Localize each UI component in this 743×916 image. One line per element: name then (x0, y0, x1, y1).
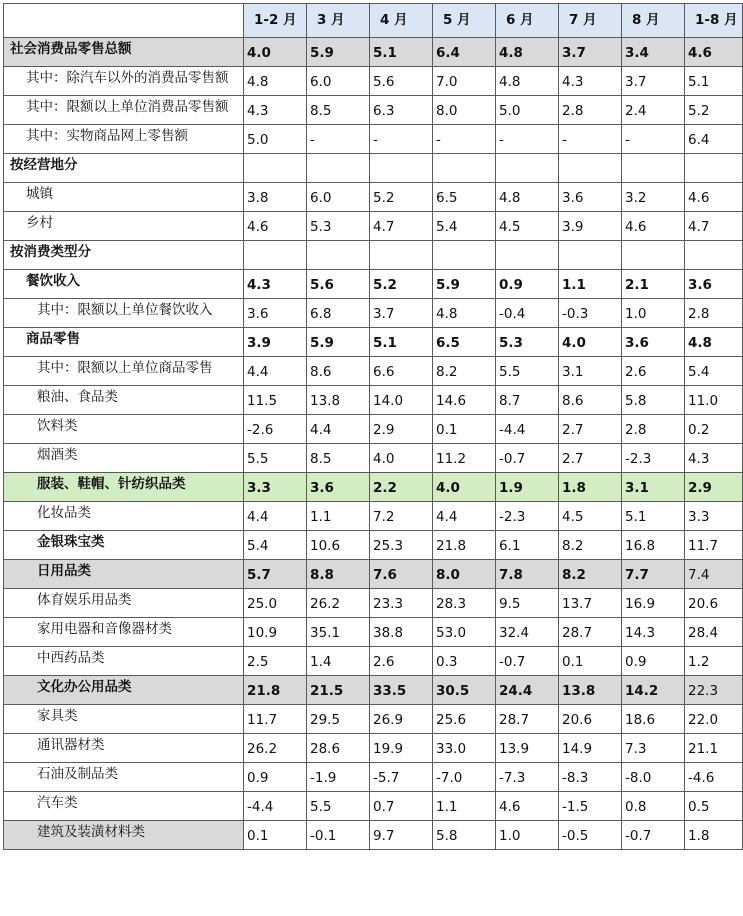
value-cell: -0.4 (496, 299, 559, 328)
value-cell: -0.5 (559, 821, 622, 850)
value-cell: 6.5 (433, 328, 496, 357)
value-cell: 5.6 (307, 270, 370, 299)
value-cell: 1.0 (622, 299, 685, 328)
table-row (4, 212, 743, 241)
row-label: 乡村 (4, 212, 244, 241)
value-cell: -8.0 (622, 763, 685, 792)
value-cell: 21.8 (244, 676, 307, 705)
value-cell: 8.5 (307, 96, 370, 125)
table-row (4, 328, 743, 357)
value-cell: 3.9 (244, 328, 307, 357)
value-cell: 4.6 (685, 183, 743, 212)
value-cell: 8.7 (496, 386, 559, 415)
value-cell: 8.2 (559, 531, 622, 560)
value-cell: 5.4 (685, 357, 743, 386)
value-cell: 3.2 (622, 183, 685, 212)
value-cell: 11.7 (685, 531, 743, 560)
row-label: 其中：限额以上单位餐饮收入 (4, 299, 244, 328)
value-cell: -0.1 (307, 821, 370, 850)
value-cell: 3.9 (559, 212, 622, 241)
value-cell: 7.8 (496, 560, 559, 589)
table-body (4, 38, 743, 850)
value-cell: 9.5 (496, 589, 559, 618)
value-cell: 4.8 (244, 67, 307, 96)
value-cell: 5.8 (622, 386, 685, 415)
value-cell: -7.0 (433, 763, 496, 792)
value-cell: 6.4 (685, 125, 743, 154)
value-cell: -8.3 (559, 763, 622, 792)
value-cell: 0.7 (370, 792, 433, 821)
value-cell: 3.1 (622, 473, 685, 502)
value-cell: -4.6 (685, 763, 743, 792)
value-cell: -0.3 (559, 299, 622, 328)
table-row (4, 357, 743, 386)
value-cell: 13.7 (559, 589, 622, 618)
value-cell: 53.0 (433, 618, 496, 647)
value-cell: 5.2 (370, 183, 433, 212)
value-cell: 0.1 (559, 647, 622, 676)
value-cell: - (307, 125, 370, 154)
value-cell: 1.4 (307, 647, 370, 676)
value-cell: - (622, 125, 685, 154)
value-cell: 4.0 (370, 444, 433, 473)
value-cell: 1.1 (307, 502, 370, 531)
value-cell: 1.8 (559, 473, 622, 502)
value-cell: 4.4 (433, 502, 496, 531)
value-cell: 28.4 (685, 618, 743, 647)
value-cell: 14.6 (433, 386, 496, 415)
value-cell: 4.5 (559, 502, 622, 531)
row-label: 烟酒类 (4, 444, 244, 473)
table-row (4, 386, 743, 415)
row-label: 汽车类 (4, 792, 244, 821)
value-cell: 0.3 (433, 647, 496, 676)
value-cell: 5.0 (496, 96, 559, 125)
value-cell: 0.8 (622, 792, 685, 821)
value-cell: 3.7 (622, 67, 685, 96)
table-row (4, 531, 743, 560)
value-cell: 35.1 (307, 618, 370, 647)
value-cell: 23.3 (370, 589, 433, 618)
value-cell: 0.9 (622, 647, 685, 676)
table-row (4, 821, 743, 850)
row-label: 通讯器材类 (4, 734, 244, 763)
value-cell: -4.4 (244, 792, 307, 821)
value-cell: 2.9 (685, 473, 743, 502)
value-cell: 13.8 (559, 676, 622, 705)
value-cell: 4.6 (496, 792, 559, 821)
value-cell: 13.8 (307, 386, 370, 415)
value-cell (433, 154, 496, 183)
row-label: 家具类 (4, 705, 244, 734)
value-cell: 20.6 (559, 705, 622, 734)
value-cell: 1.1 (559, 270, 622, 299)
value-cell: -1.9 (307, 763, 370, 792)
value-cell (307, 241, 370, 270)
row-label: 服装、鞋帽、针纺织品类 (4, 473, 244, 502)
value-cell: 2.1 (622, 270, 685, 299)
value-cell: 1.1 (433, 792, 496, 821)
value-cell: -1.5 (559, 792, 622, 821)
value-cell: 25.6 (433, 705, 496, 734)
row-label: 日用品类 (4, 560, 244, 589)
value-cell: 5.7 (244, 560, 307, 589)
value-cell: 26.9 (370, 705, 433, 734)
table-row (4, 705, 743, 734)
value-cell: 1.8 (685, 821, 743, 850)
table-row (4, 647, 743, 676)
row-label: 按消费类型分 (4, 241, 244, 270)
value-cell: 28.7 (559, 618, 622, 647)
value-cell: 3.3 (244, 473, 307, 502)
table-header-row (4, 4, 743, 38)
value-cell: 3.6 (685, 270, 743, 299)
value-cell: 11.2 (433, 444, 496, 473)
value-cell: 4.4 (244, 502, 307, 531)
row-label: 饮料类 (4, 415, 244, 444)
table-row (4, 560, 743, 589)
value-cell: 10.6 (307, 531, 370, 560)
value-cell: 28.3 (433, 589, 496, 618)
value-cell: 3.4 (622, 38, 685, 67)
value-cell: 6.3 (370, 96, 433, 125)
table-row (4, 415, 743, 444)
value-cell: 2.9 (370, 415, 433, 444)
value-cell: 3.7 (559, 38, 622, 67)
value-cell: - (433, 125, 496, 154)
table-row (4, 734, 743, 763)
value-cell: -2.3 (622, 444, 685, 473)
value-cell: 10.9 (244, 618, 307, 647)
value-cell: 21.8 (433, 531, 496, 560)
value-cell: -0.7 (622, 821, 685, 850)
value-cell (244, 154, 307, 183)
value-cell: 5.2 (370, 270, 433, 299)
value-cell: 3.7 (370, 299, 433, 328)
value-cell: 0.2 (685, 415, 743, 444)
value-cell: 6.0 (307, 183, 370, 212)
value-cell: 2.6 (622, 357, 685, 386)
value-cell: 8.0 (433, 96, 496, 125)
value-cell: 5.9 (307, 328, 370, 357)
row-label: 石油及制品类 (4, 763, 244, 792)
value-cell: 4.8 (433, 299, 496, 328)
value-cell: -2.6 (244, 415, 307, 444)
value-cell: 7.3 (622, 734, 685, 763)
value-cell: 4.6 (685, 38, 743, 67)
value-cell (496, 154, 559, 183)
value-cell: - (559, 125, 622, 154)
value-cell: 6.6 (370, 357, 433, 386)
table-row (4, 676, 743, 705)
value-cell: 2.6 (370, 647, 433, 676)
value-cell: -2.3 (496, 502, 559, 531)
value-cell: 5.3 (496, 328, 559, 357)
value-cell: 28.7 (496, 705, 559, 734)
value-cell: - (370, 125, 433, 154)
value-cell: 3.6 (307, 473, 370, 502)
value-cell: 7.7 (622, 560, 685, 589)
table-row (4, 270, 743, 299)
value-cell: 38.8 (370, 618, 433, 647)
value-cell: 3.6 (244, 299, 307, 328)
row-label: 其中：除汽车以外的消费品零售额 (4, 67, 244, 96)
row-label: 文化办公用品类 (4, 676, 244, 705)
value-cell: 5.1 (622, 502, 685, 531)
table-row (4, 589, 743, 618)
value-cell: 4.8 (685, 328, 743, 357)
value-cell: 2.8 (559, 96, 622, 125)
value-cell: 5.5 (496, 357, 559, 386)
row-label: 体育娱乐用品类 (4, 589, 244, 618)
value-cell: 6.8 (307, 299, 370, 328)
value-cell: 4.7 (685, 212, 743, 241)
value-cell: 5.8 (433, 821, 496, 850)
value-cell: 7.6 (370, 560, 433, 589)
row-label: 社会消费品零售总额 (4, 38, 244, 67)
row-label: 家用电器和音像器材类 (4, 618, 244, 647)
value-cell: 26.2 (244, 734, 307, 763)
value-cell: 4.3 (244, 96, 307, 125)
value-cell: 26.2 (307, 589, 370, 618)
value-cell: 2.8 (685, 299, 743, 328)
value-cell: 6.1 (496, 531, 559, 560)
value-cell: 33.5 (370, 676, 433, 705)
value-cell (370, 241, 433, 270)
table-row (4, 792, 743, 821)
value-cell: 5.1 (370, 38, 433, 67)
row-label: 中西药品类 (4, 647, 244, 676)
column-header: 6 月 (496, 4, 559, 38)
value-cell: 5.6 (370, 67, 433, 96)
column-header: 8 月 (622, 4, 685, 38)
column-header: 3 月 (307, 4, 370, 38)
row-label: 金银珠宝类 (4, 531, 244, 560)
value-cell: 5.9 (433, 270, 496, 299)
row-label: 商品零售 (4, 328, 244, 357)
table-row (4, 241, 743, 270)
value-cell: 5.0 (244, 125, 307, 154)
row-label: 城镇 (4, 183, 244, 212)
value-cell: 0.5 (685, 792, 743, 821)
value-cell: 7.0 (433, 67, 496, 96)
row-label: 餐饮收入 (4, 270, 244, 299)
table-row (4, 183, 743, 212)
retail-sales-table (3, 3, 743, 850)
value-cell: 0.9 (496, 270, 559, 299)
table-row (4, 96, 743, 125)
table-row (4, 763, 743, 792)
value-cell: 4.0 (559, 328, 622, 357)
value-cell: 9.7 (370, 821, 433, 850)
value-cell: 1.2 (685, 647, 743, 676)
table-row (4, 473, 743, 502)
value-cell: 14.9 (559, 734, 622, 763)
column-header: 4 月 (370, 4, 433, 38)
value-cell: -5.7 (370, 763, 433, 792)
row-label: 其中：限额以上单位商品零售 (4, 357, 244, 386)
table-row (4, 502, 743, 531)
value-cell: 4.8 (496, 38, 559, 67)
value-cell (244, 241, 307, 270)
value-cell: 4.4 (307, 415, 370, 444)
row-label: 其中：限额以上单位消费品零售额 (4, 96, 244, 125)
value-cell: 3.1 (559, 357, 622, 386)
value-cell: 21.1 (685, 734, 743, 763)
value-cell: 16.8 (622, 531, 685, 560)
header-blank-cell (4, 4, 244, 38)
value-cell: 3.3 (685, 502, 743, 531)
value-cell: 3.8 (244, 183, 307, 212)
value-cell: 8.6 (307, 357, 370, 386)
value-cell: 5.1 (370, 328, 433, 357)
value-cell (370, 154, 433, 183)
value-cell: 13.9 (496, 734, 559, 763)
value-cell: -4.4 (496, 415, 559, 444)
value-cell: 21.5 (307, 676, 370, 705)
value-cell: 4.7 (370, 212, 433, 241)
value-cell: 33.0 (433, 734, 496, 763)
table-row (4, 154, 743, 183)
value-cell: 7.4 (685, 560, 743, 589)
value-cell: -0.7 (496, 444, 559, 473)
value-cell: 5.9 (307, 38, 370, 67)
column-header: 1-8 月 (685, 4, 743, 38)
value-cell: 2.5 (244, 647, 307, 676)
value-cell (622, 154, 685, 183)
value-cell: 16.9 (622, 589, 685, 618)
value-cell: 8.0 (433, 560, 496, 589)
value-cell: 3.6 (559, 183, 622, 212)
value-cell: 2.2 (370, 473, 433, 502)
value-cell: 11.7 (244, 705, 307, 734)
row-label: 粮油、食品类 (4, 386, 244, 415)
value-cell (622, 241, 685, 270)
table-row (4, 125, 743, 154)
value-cell (433, 241, 496, 270)
value-cell: 6.0 (307, 67, 370, 96)
column-header: 7 月 (559, 4, 622, 38)
value-cell: 25.3 (370, 531, 433, 560)
value-cell: 19.9 (370, 734, 433, 763)
value-cell: -0.7 (496, 647, 559, 676)
value-cell: 25.0 (244, 589, 307, 618)
value-cell: 14.0 (370, 386, 433, 415)
value-cell: 2.7 (559, 444, 622, 473)
value-cell: 29.5 (307, 705, 370, 734)
table-row (4, 299, 743, 328)
value-cell: 14.2 (622, 676, 685, 705)
value-cell (559, 154, 622, 183)
value-cell: 0.1 (433, 415, 496, 444)
value-cell: 8.2 (559, 560, 622, 589)
value-cell: 18.6 (622, 705, 685, 734)
column-header: 1-2 月 (244, 4, 307, 38)
value-cell: 22.3 (685, 676, 743, 705)
value-cell (559, 241, 622, 270)
value-cell: 3.6 (622, 328, 685, 357)
table-row (4, 444, 743, 473)
value-cell: 4.8 (496, 183, 559, 212)
value-cell: 24.4 (496, 676, 559, 705)
value-cell: 11.5 (244, 386, 307, 415)
value-cell (307, 154, 370, 183)
value-cell: 30.5 (433, 676, 496, 705)
value-cell: 14.3 (622, 618, 685, 647)
value-cell: 5.3 (307, 212, 370, 241)
value-cell: 5.5 (307, 792, 370, 821)
column-header: 5 月 (433, 4, 496, 38)
table-row (4, 67, 743, 96)
value-cell: 4.3 (559, 67, 622, 96)
value-cell: 4.6 (622, 212, 685, 241)
value-cell: 4.6 (244, 212, 307, 241)
value-cell: 5.4 (244, 531, 307, 560)
value-cell (685, 241, 743, 270)
value-cell: 1.0 (496, 821, 559, 850)
value-cell: -7.3 (496, 763, 559, 792)
table-row (4, 38, 743, 67)
value-cell: 11.0 (685, 386, 743, 415)
value-cell: 22.0 (685, 705, 743, 734)
value-cell: 2.8 (622, 415, 685, 444)
value-cell: 0.9 (244, 763, 307, 792)
value-cell: 5.1 (685, 67, 743, 96)
value-cell: 28.6 (307, 734, 370, 763)
value-cell: 8.8 (307, 560, 370, 589)
value-cell: 2.7 (559, 415, 622, 444)
value-cell (496, 241, 559, 270)
value-cell: 8.5 (307, 444, 370, 473)
value-cell: 32.4 (496, 618, 559, 647)
value-cell: 2.4 (622, 96, 685, 125)
value-cell: 4.5 (496, 212, 559, 241)
value-cell: 20.6 (685, 589, 743, 618)
value-cell: 5.2 (685, 96, 743, 125)
value-cell: 4.8 (496, 67, 559, 96)
value-cell: 6.5 (433, 183, 496, 212)
table-row (4, 618, 743, 647)
value-cell: 4.3 (685, 444, 743, 473)
value-cell: 5.4 (433, 212, 496, 241)
value-cell: 7.2 (370, 502, 433, 531)
value-cell: 4.4 (244, 357, 307, 386)
value-cell: 4.0 (433, 473, 496, 502)
value-cell: 8.2 (433, 357, 496, 386)
value-cell: 6.4 (433, 38, 496, 67)
value-cell: 4.3 (244, 270, 307, 299)
value-cell: 0.1 (244, 821, 307, 850)
value-cell: 5.5 (244, 444, 307, 473)
value-cell: 4.0 (244, 38, 307, 67)
value-cell: - (496, 125, 559, 154)
value-cell: 1.9 (496, 473, 559, 502)
row-label: 化妆品类 (4, 502, 244, 531)
row-label: 按经营地分 (4, 154, 244, 183)
row-label: 其中：实物商品网上零售额 (4, 125, 244, 154)
value-cell (685, 154, 743, 183)
row-label: 建筑及装潢材料类 (4, 821, 244, 850)
value-cell: 8.6 (559, 386, 622, 415)
